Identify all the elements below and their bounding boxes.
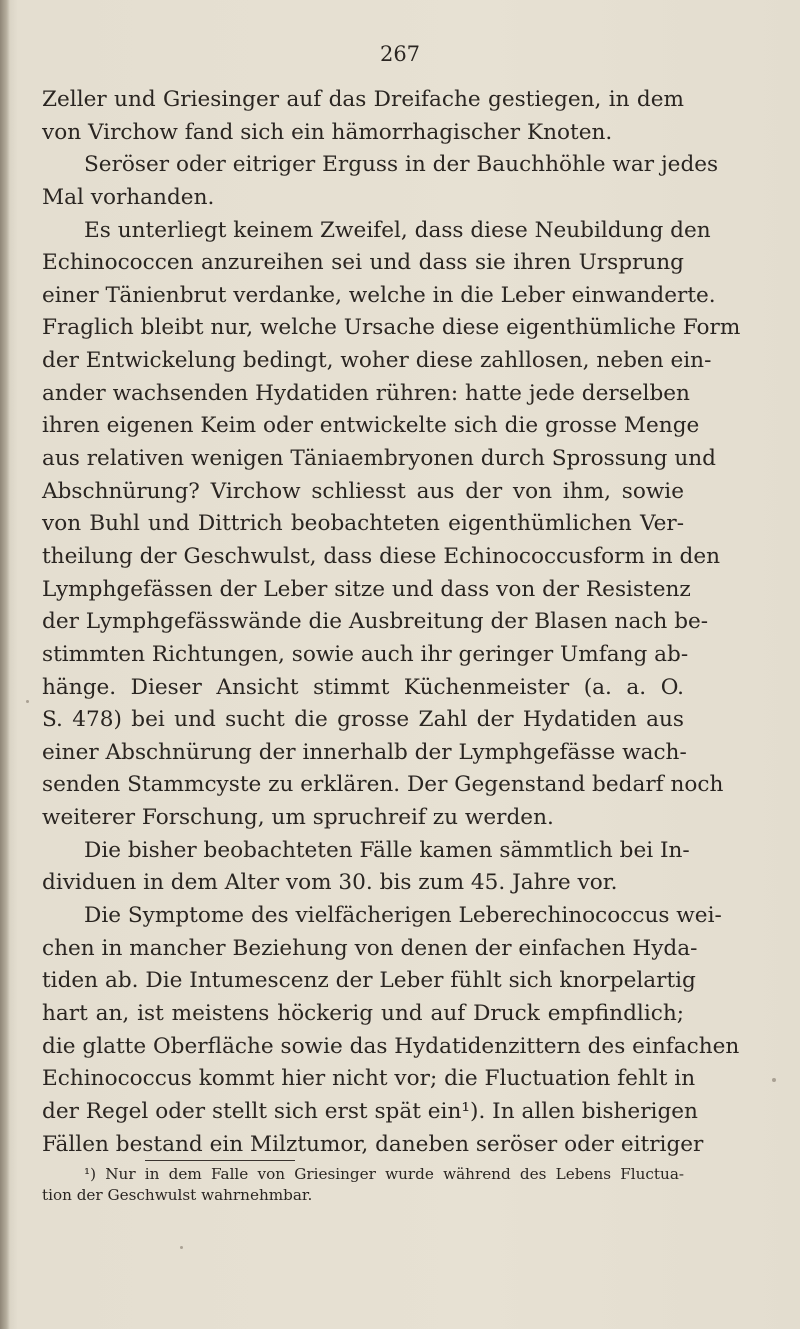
text-line: Mal vorhanden. (42, 184, 215, 210)
text-line: dividuen in dem Alter vom 30. bis zum 45. Jahre vor. (42, 870, 618, 896)
text-line: von Virchow fand sich ein hämorrhagischer Knoten. (42, 119, 613, 145)
footnote-divider (145, 1160, 295, 1161)
paper-speck (26, 700, 29, 703)
text-line: Zeller und Griesinger auf das Dreifache gestiegen, in dem (42, 87, 684, 112)
text-line: Seröser oder eitriger Erguss in der Bauchhöhle war jedes (84, 152, 719, 178)
text-line: chen in mancher Beziehung von denen der einfachen Hyda- (42, 935, 698, 961)
page-number: 267 (379, 42, 421, 66)
text-line: S. 478) bei und sucht die grosse Zahl der Hydatiden aus (42, 707, 684, 733)
text-line: von Buhl und Dittrich beobachteten eigenthümlichen Ver- (42, 511, 684, 537)
text-line: der Lymphgefässwände die Ausbreitung der Blasen nach be- (42, 609, 709, 635)
page-binding-shadow (0, 0, 10, 1329)
text-line: Abschnürung? Virchow schliesst aus der von ihm, sowie (42, 478, 684, 504)
text-line: hänge. Dieser Ansicht stimmt Küchenmeister (a. a. O. (42, 674, 684, 700)
footnote-line: tion der Geschwulst wahrnehmbar. (42, 1186, 313, 1204)
text-line: weiterer Forschung, um spruchreif zu werden. (42, 805, 554, 831)
text-line: Die bisher beobachteten Fälle kamen sämmtlich bei In- (84, 837, 690, 863)
text-line: hart an, ist meistens höckerig und auf Druck empfindlich; (42, 1000, 684, 1026)
text-line: theilung der Geschwulst, dass diese Echinococcusform in den (42, 543, 721, 569)
text-line: die glatte Oberfläche sowie das Hydatidenzittern des einfachen (42, 1033, 740, 1059)
text-line: senden Stammcyste zu erklären. Der Gegenstand bedarf noch (42, 772, 724, 798)
text-line: aus relativen wenigen Täniaembryonen durch Sprossung und (42, 446, 716, 472)
text-line: der Entwickelung bedingt, woher diese zahllosen, neben ein- (42, 348, 712, 374)
text-line: Fällen bestand ein Milztumor, daneben seröser oder eitriger (42, 1131, 704, 1157)
footnote (42, 1164, 684, 1206)
text-line: Echinococcen anzureihen sei und dass sie ihren Ursprung (42, 250, 684, 276)
text-line: der Regel oder stellt sich erst spät ein¹). In allen bisherigen (42, 1098, 698, 1124)
text-line: tiden ab. Die Intumescenz der Leber fühlt sich knorpelartig (42, 968, 696, 994)
text-line: ander wachsenden Hydatiden rühren: hatte jede derselben (42, 380, 690, 406)
text-line: Fraglich bleibt nur, welche Ursache diese eigenthümliche Form (42, 315, 741, 341)
footnote-line: ¹) Nur in dem Falle von Griesinger wurde während des Lebens Fluctua- (84, 1165, 684, 1183)
text-line: Die Symptome des vielfächerigen Leberechinococcus wei- (84, 903, 722, 929)
paper-speck (180, 1246, 183, 1249)
text-line: einer Abschnürung der innerhalb der Lymphgefässe wach- (42, 739, 687, 765)
text-line: stimmten Richtungen, sowie auch ihr geringer Umfang ab- (42, 641, 689, 667)
paper-speck (772, 1078, 776, 1082)
text-line: ihren eigenen Keim oder entwickelte sich die grosse Menge (42, 413, 700, 439)
text-line: Lymphgefässen der Leber sitze und dass von der Resistenz (42, 576, 691, 602)
text-line: Es unterliegt keinem Zweifel, dass diese Neubildung den (84, 217, 711, 243)
body-text (42, 84, 741, 1161)
text-line: Echinococcus kommt hier nicht vor; die Fluctuation fehlt in (42, 1066, 696, 1092)
text-line: einer Tänienbrut verdanke, welche in die Leber einwanderte. (42, 282, 716, 308)
